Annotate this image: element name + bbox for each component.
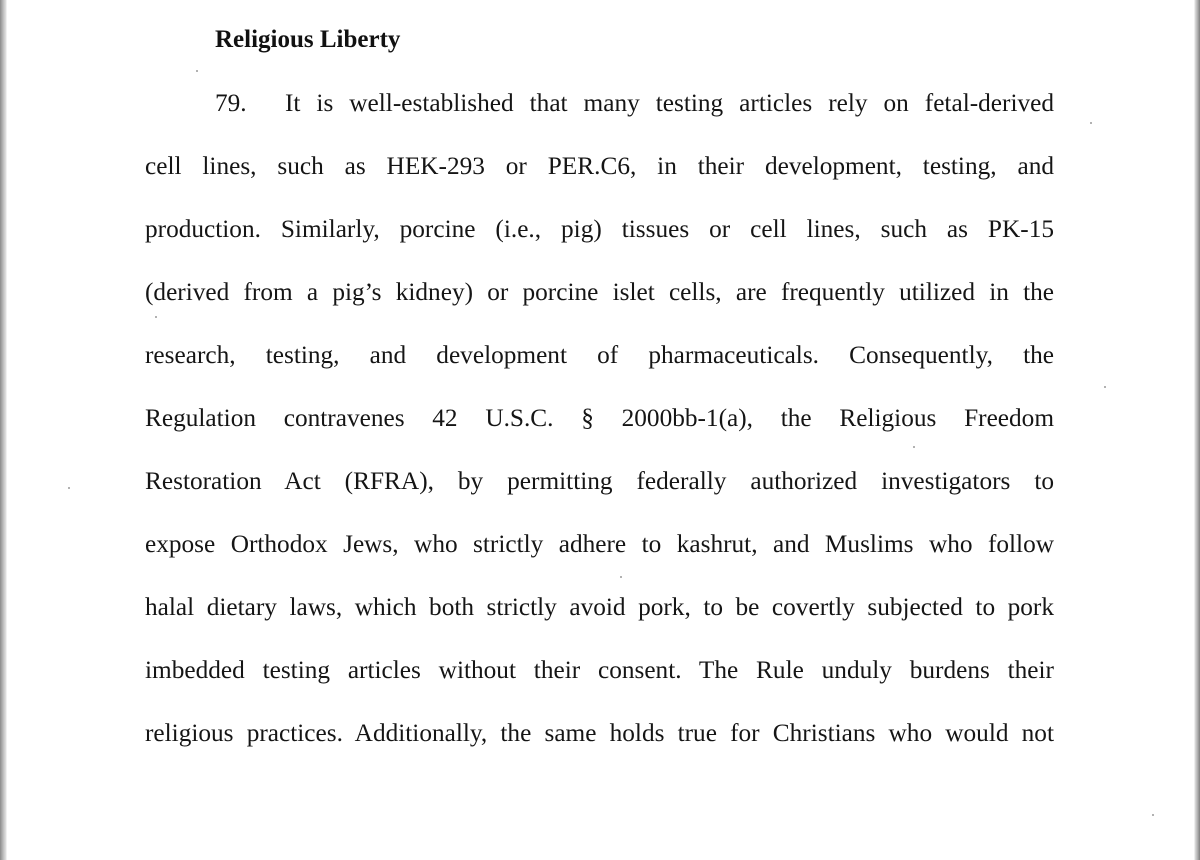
scan-speck <box>68 487 70 489</box>
scan-speck <box>913 446 915 448</box>
paragraph-line: cell lines, such as HEK-293 or PER.C6, in their development, testing, and <box>145 152 1054 180</box>
scan-speck <box>1152 814 1154 816</box>
paragraph-line: Regulation contravenes 42 U.S.C. § 2000bb-1(a), the Religious Freedom <box>145 404 1054 432</box>
scan-speck <box>155 316 157 318</box>
paragraph-line: halal dietary laws, which both strictly avoid pork, to be covertly subjected to pork <box>145 593 1054 621</box>
scan-speck <box>620 576 622 578</box>
page-left-edge <box>0 0 7 860</box>
paragraph-line: imbedded testing articles without their consent. The Rule unduly burdens their <box>145 656 1054 684</box>
paragraph-line: expose Orthodox Jews, who strictly adhere to kashrut, and Muslims who follow <box>145 530 1054 558</box>
section-heading: Religious Liberty <box>215 26 401 53</box>
paragraph-line: (derived from a pig’s kidney) or porcine islet cells, are frequently utilized in the <box>145 278 1054 306</box>
page-right-edge <box>1194 0 1200 860</box>
paragraph-line <box>215 86 1054 120</box>
paragraph-number: 79. <box>215 89 247 117</box>
paragraph-line: production. Similarly, porcine (i.e., pig) tissues or cell lines, such as PK-15 <box>145 215 1054 243</box>
paragraph-line-text: It is well-established that many testing articles rely on fetal-derived <box>285 89 1054 117</box>
scan-speck <box>196 70 198 72</box>
paragraph-line: research, testing, and development of pharmaceuticals. Consequently, the <box>145 341 1054 369</box>
scan-speck <box>1104 386 1106 388</box>
paragraph-line: religious practices. Additionally, the same holds true for Christians who would not <box>145 719 1054 747</box>
paragraph-line: Restoration Act (RFRA), by permitting federally authorized investigators to <box>145 467 1054 495</box>
scan-speck <box>1090 122 1092 124</box>
